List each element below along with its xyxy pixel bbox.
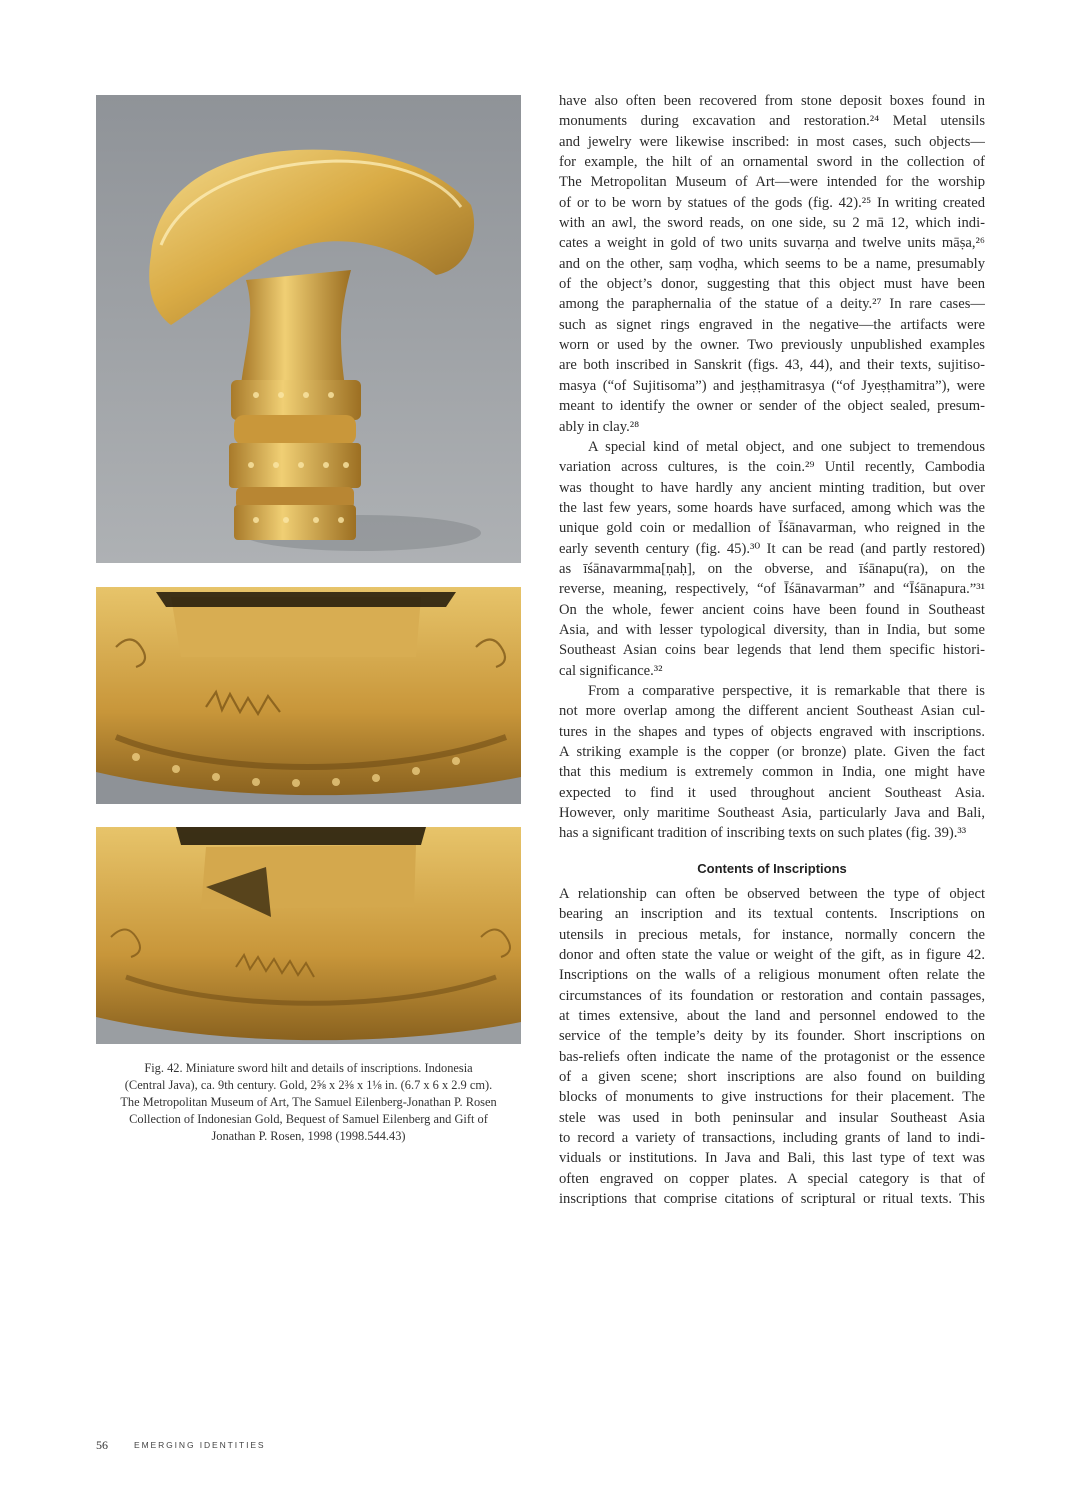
body-line: From a comparative perspective, it is remarkable that there is <box>588 682 985 699</box>
body-line: the last few years, some hoards have surfaced, among which was the <box>559 499 985 516</box>
body-line: cal significance.³² <box>559 662 663 679</box>
body-line: A striking example is the copper (or bronze) plate. Given the fact <box>559 744 985 760</box>
body-line: monuments during excavation and restoration.²⁴ Metal utensils <box>559 113 985 130</box>
body-line: inscriptions that comprise citations of scriptural or ritual texts. This <box>559 1191 985 1208</box>
body-line: early seventh century (fig. 45).³⁰ It can be read (and partly restored) <box>559 540 985 557</box>
body-line: have also often been recovered from stone deposit boxes found in <box>559 93 985 109</box>
caption-line: The Metropolitan Museum of Art, The Samuel Eilenberg-Jonathan P. Rosen <box>120 1095 497 1109</box>
body-line: Inscriptions on the walls of a religious monument often relate the <box>559 967 985 984</box>
body-line: expected to find it used throughout ancient Southeast Asia. <box>559 784 985 801</box>
body-line: at times extensive, about the land and personnel endowed to the <box>559 1008 985 1025</box>
body-line: for example, the hilt of an ornamental sword in the collection of <box>559 154 985 171</box>
body-line: blocks of monuments to give instructions for their placement. The <box>559 1089 985 1106</box>
figure-caption <box>100 1060 517 1145</box>
body-line: circumstances of its foundation or restoration and contain passages, <box>559 987 985 1004</box>
section-heading: Contents of Inscriptions <box>697 861 847 876</box>
body-line: bearing an inscription and its textual contents. Inscriptions on <box>559 906 985 923</box>
body-line: of the object’s donor, suggesting that this object must have been <box>559 276 985 293</box>
body-text-bottom <box>559 884 985 1210</box>
body-line: A special kind of metal object, and one subject to tremendous <box>588 438 985 455</box>
body-line: as īśānavarmma[ṇaḥ], on the obverse, and īśānapu(ra), on the <box>559 560 985 577</box>
body-line: However, only maritime Southeast Asia, particularly Java and Bali, <box>559 805 985 822</box>
body-line: often engraved on copper plates. A special category is that of <box>559 1170 985 1187</box>
body-line: are both inscribed in Sanskrit (figs. 43, 44), and their texts, sujitiso- <box>559 357 985 374</box>
body-line: was thought to have hardly any ancient minting tradition, but over <box>559 479 985 496</box>
caption-line: Fig. 42. Miniature sword hilt and details of inscriptions. Indonesia <box>144 1061 473 1075</box>
body-line: to record a variety of transactions, including grants of land to indi- <box>559 1130 985 1147</box>
caption-line: (Central Java), ca. 9th century. Gold, 2⅝ x 2⅜ x 1⅛ in. (6.7 x 6 x 2.9 cm). <box>124 1078 493 1092</box>
body-line: viduals or institutions. In Java and Bali, this last type of text was <box>559 1150 985 1167</box>
body-line: worn or used by the owner. Two previously unpublished examples <box>559 337 985 354</box>
body-line: variation across cultures, is the coin.²⁹ Until recently, Cambodia <box>559 459 985 476</box>
body-line: donor and often state the value or weight of the gift, as in figure 42. <box>559 947 985 964</box>
body-line: cates a weight in gold of two units suvarṇa and twelve units māṣa,²⁶ <box>559 235 985 252</box>
body-line: of a given scene; short inscriptions are also found on building <box>559 1069 985 1086</box>
body-line: ably in clay.²⁸ <box>559 418 640 435</box>
body-line: bas-reliefs often indicate the name of the protagonist or the essence <box>559 1048 985 1065</box>
body-line: and on the other, saṃ voḍha, which seems to be a name, presumably <box>559 255 985 272</box>
body-line: of or to be worn by statues of the gods (fig. 42).²⁵ In writing created <box>559 194 985 211</box>
body-line: A relationship can often be observed between the type of object <box>559 886 985 902</box>
body-line: service of the temple’s deity by its founder. Short inscriptions on <box>559 1028 985 1045</box>
running-head: EMERGING IDENTITIES <box>134 1440 266 1450</box>
body-line: masya (“of Sujitisoma”) and jeṣṭhamitrasya (“of Jyeṣṭhamitra”), were <box>559 377 985 394</box>
body-text-top <box>559 91 985 844</box>
body-line: has a significant tradition of inscribing texts on such plates (fig. 39).³³ <box>559 825 967 842</box>
caption-line: Jonathan P. Rosen, 1998 (1998.544.43) <box>211 1129 406 1143</box>
body-line: meant to identify the owner or sender of the object sealed, presum- <box>559 398 985 415</box>
body-line: utensils in precious metals, for instance, normally concern the <box>559 926 985 943</box>
body-line: On the whole, fewer ancient coins have been found in Southeast <box>559 601 985 618</box>
body-line: such as signet rings engraved in the negative—the artifacts were <box>559 316 985 333</box>
sword-hilt-photo <box>96 95 521 563</box>
body-line: stele was used in both peninsular and insular Southeast Asia <box>559 1109 985 1126</box>
body-line: Southeast Asian coins bear legends that lend them specific histori- <box>559 642 985 659</box>
body-line: that this medium is extremely common in India, one might have <box>559 764 985 781</box>
page-number: 56 <box>96 1438 108 1452</box>
caption-line: Collection of Indonesian Gold, Bequest of Samuel Eilenberg and Gift of <box>129 1112 488 1126</box>
body-line: The Metropolitan Museum of Art—were intended for the worship <box>559 174 985 191</box>
inscription-detail-photo-1 <box>96 587 521 804</box>
body-line: unique gold coin or medallion of Īśānavarman, who reigned in the <box>559 520 985 537</box>
body-line: among the paraphernalia of the statue of a deity.²⁷ In rare cases— <box>559 296 985 313</box>
body-line: with an awl, the sword reads, on one side, su 2 mā 12, which indi- <box>559 215 985 232</box>
body-line: and jewelry were likewise inscribed: in most cases, such objects— <box>559 133 985 150</box>
body-line: Asia, and with lesser typological diversity, than in India, but some <box>559 621 985 638</box>
inscription-detail-photo-2 <box>96 827 521 1044</box>
body-line: reverse, meaning, respectively, “of Īśānavarman” and “Īśānapura.”³¹ <box>559 581 985 598</box>
body-line: tures in the shapes and types of objects engraved with inscriptions. <box>559 723 985 740</box>
body-line: not more overlap among the different ancient Southeast Asian cul- <box>559 703 985 720</box>
